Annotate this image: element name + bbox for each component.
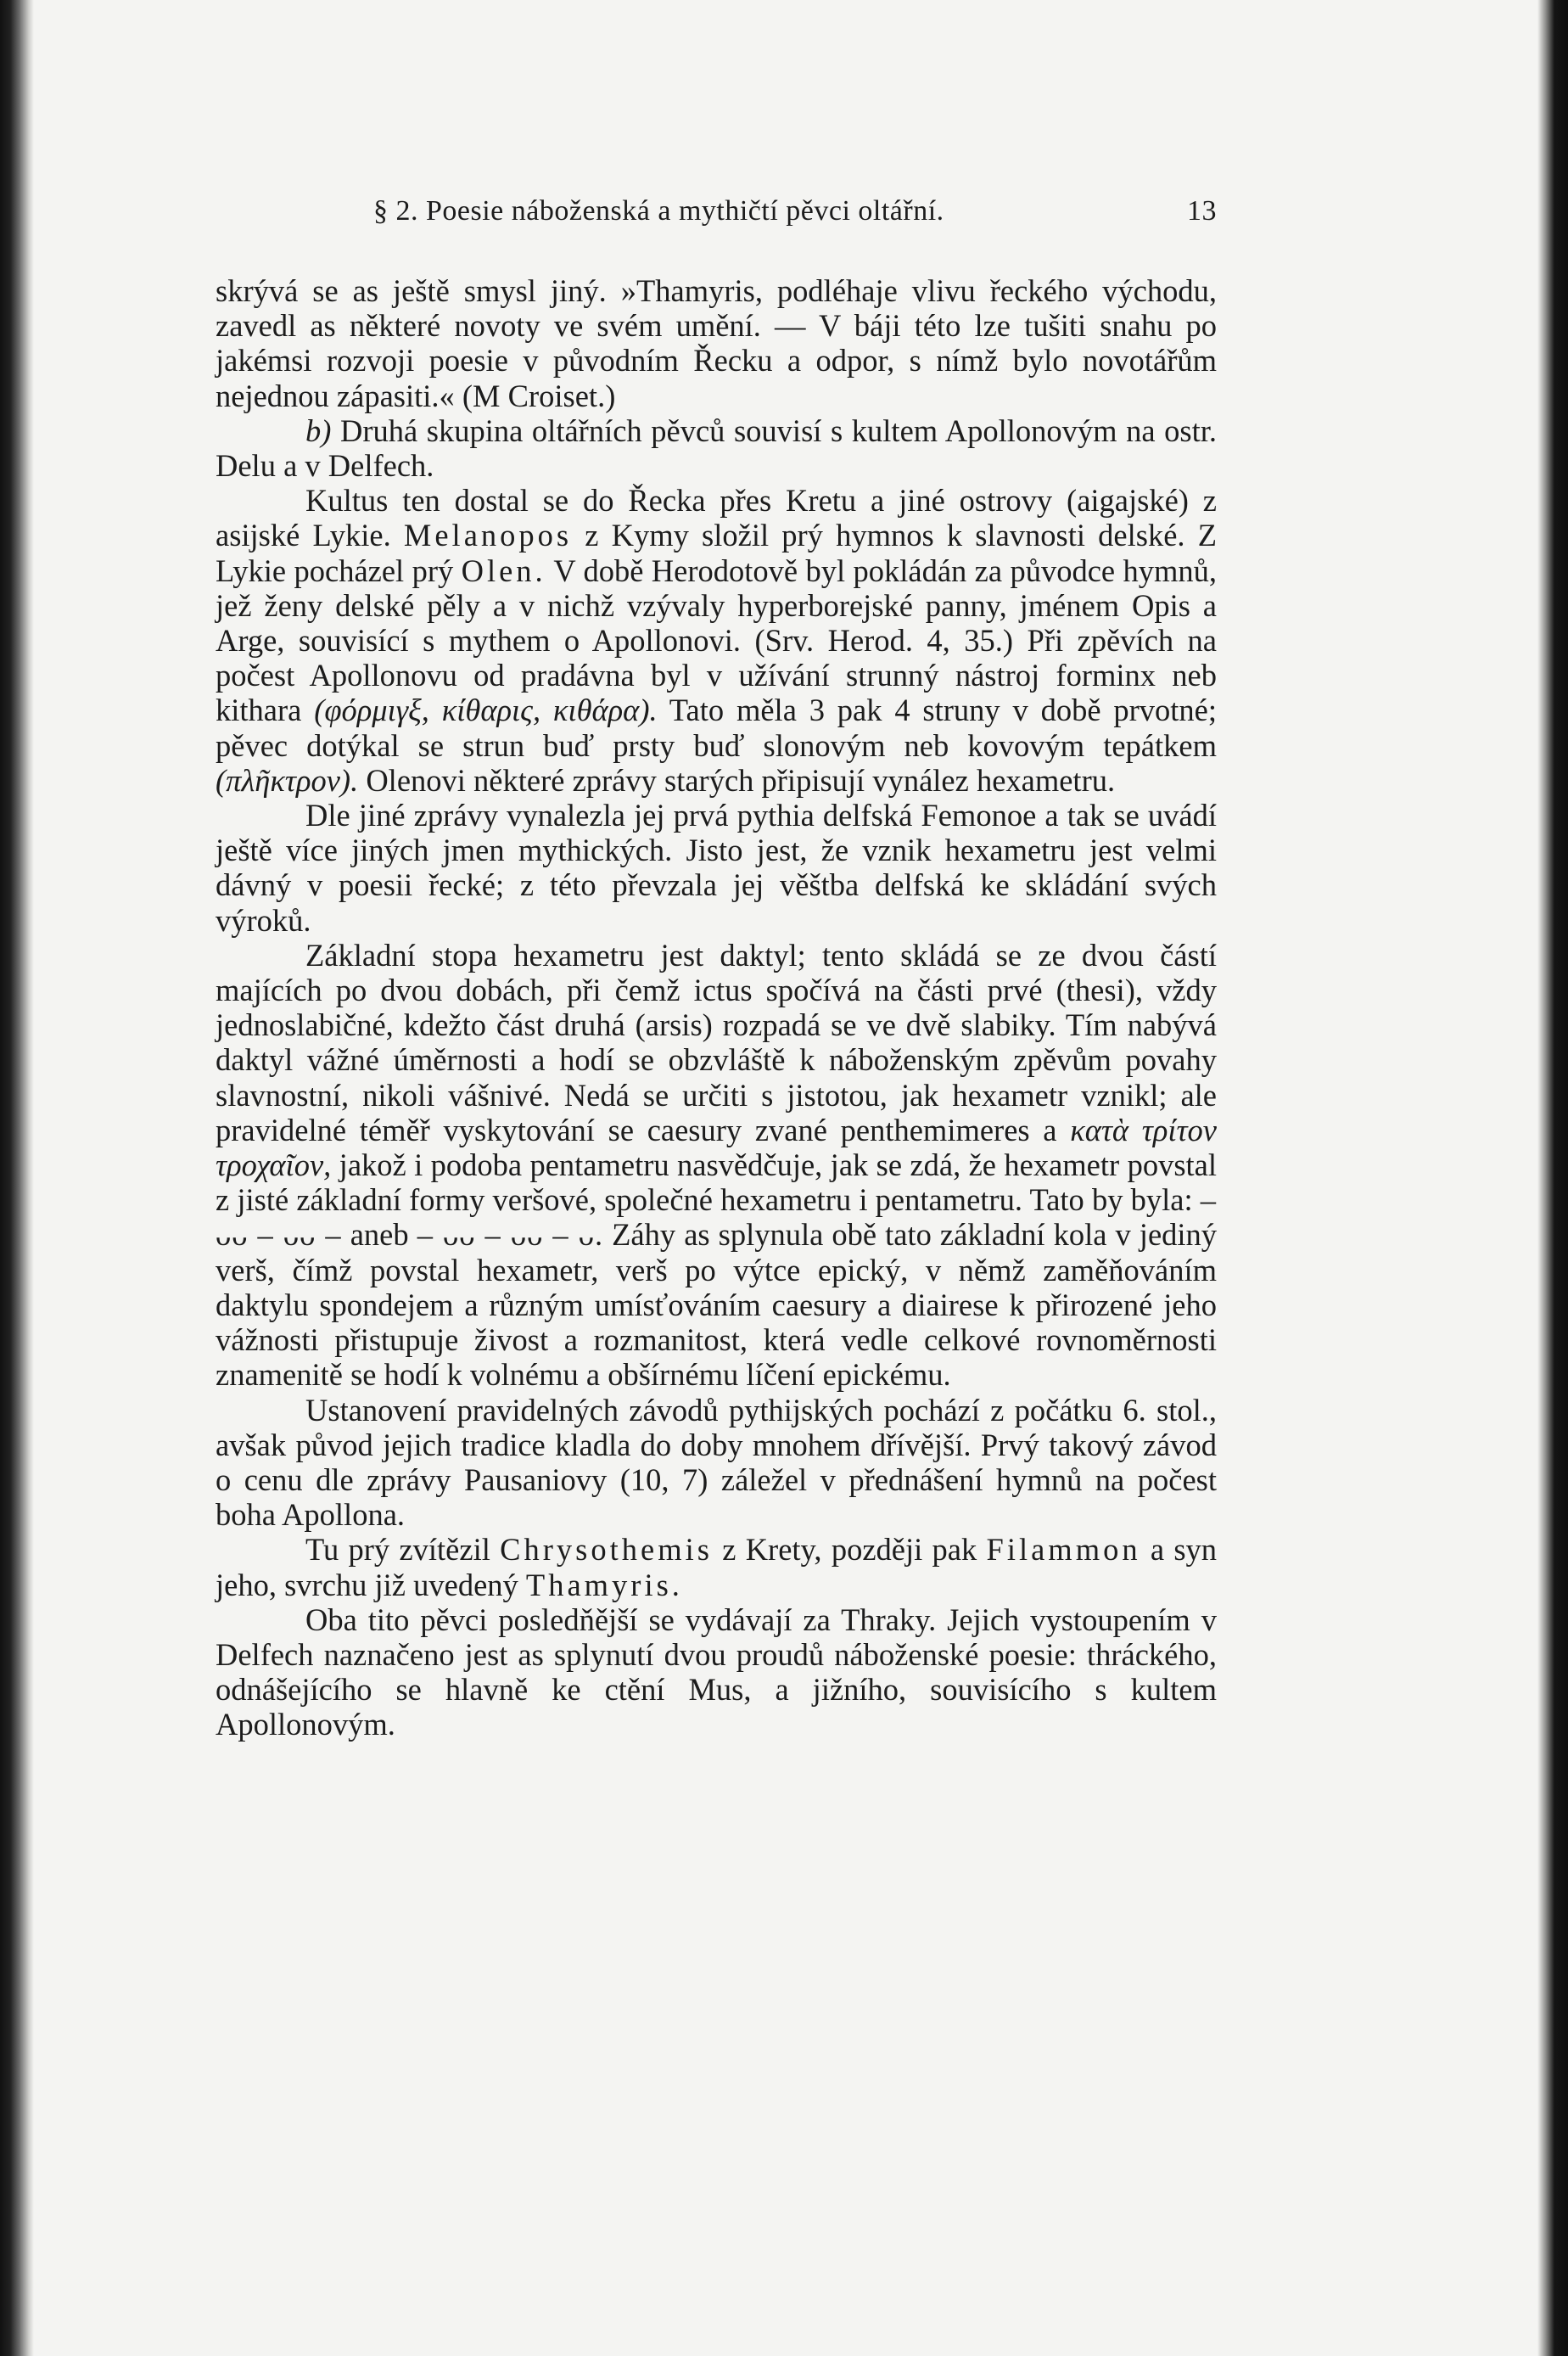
greek-instruments: (φόρμιγξ, κίθαρις, κιθάρα). xyxy=(314,693,658,728)
scan-edge-right xyxy=(1537,0,1568,2356)
paragraph-3-b: z Kymy složil prý hymnos k slavnosti delské. Z Lykie pocházel prý xyxy=(216,518,1217,588)
paragraph-7 xyxy=(216,1532,1217,1602)
paragraph-1: skrývá se as ještě smysl jiný. »Thamyris, podléhaje vlivu řeckého východu, zavedl as některé novoty ve svém umění. — V báji této lze tušiti snahu po jakémsi rozvoji poesie v původním Řecku a odpor, s nímž bylo novotářům nejednou zápasiti.« (M Croiset.) xyxy=(216,273,1217,413)
name-filammon: Filammon xyxy=(986,1532,1141,1568)
running-header xyxy=(216,187,1217,241)
page-number: 13 xyxy=(1187,195,1217,227)
paragraph-7-c: a syn jeho, svrchu již uvedený xyxy=(216,1532,1218,1602)
paragraph-5-b: jakož i podoba pentametru nasvědčuje, jak se zdá, že hexametr povstal z jisté základní formy veršové, společné hexametru i pentametru. Tato by byla: xyxy=(216,1147,1218,1218)
paragraph-6: Ustanovení pravidelných závodů pythijských pochází z počátku 6. stol., avšak původ jejich tradice kladla do doby mnohem dřívější. Prvý takový závod o cenu dle zprávy Pausaniovy (10, 7) záležel v přednášení hymnů na počest boha Apollona. xyxy=(216,1392,1217,1533)
paragraph-2 xyxy=(216,413,1217,483)
section-label: b) xyxy=(305,412,332,448)
paragraph-5-c: Záhy as splynula obě tato základní kola v jediný verš, čímž povstal hexametr, verš po výtce epický, v němž zaměňováním daktylu spondejem a různým umísťováním caesury a diairese k přirozené jeho vážnosti přistupuje živost a rozmanitost, která vedle celkové rovnoměrnosti znamenitě se hodí k volnému a obšírnému líčení epickému. xyxy=(216,1217,1218,1393)
paragraph-7-a: Tu prý zvítězil xyxy=(305,1532,490,1568)
name-olen: Olen. xyxy=(461,553,546,588)
name-thamyris: Thamyris. xyxy=(525,1567,683,1602)
name-chrysothemis: Chrysothemis xyxy=(500,1532,713,1568)
book-page xyxy=(216,187,1217,1742)
paragraph-3-e: Olenovi některé zprávy starých připisují vynález hexametru. xyxy=(366,762,1116,798)
meter-conjunction: aneb xyxy=(350,1217,409,1253)
greek-plectrum: (πλῆκτρον). xyxy=(216,762,359,798)
name-melanopos: Melanopos xyxy=(403,518,573,553)
paragraph-3 xyxy=(216,483,1217,798)
scan-edge-left xyxy=(0,0,34,2356)
meter-first: – ᴗᴗ – ᴗᴗ – xyxy=(216,1182,1218,1253)
paragraph-7-b: z Krety, později pak xyxy=(722,1532,977,1568)
paragraph-8: Oba tito pěvci posledňější se vydávají za Thraky. Jejich vystoupením v Delfech naznačeno jest as splynutí dvou proudů náboženské poesie: thráckého, odnášejícího se hlavně ke ctění Mus, a jižního, souvisícího s kultem Apollonovým. xyxy=(216,1602,1217,1742)
meter-second: – ᴗᴗ – ᴗᴗ – ᴗ. xyxy=(417,1217,604,1253)
body-text xyxy=(216,273,1217,1742)
paragraph-5 xyxy=(216,938,1217,1393)
paragraph-2-text: Druhá skupina oltářních pěvců souvisí s kultem Apollonovým na ostr. Delu a v Delfech. xyxy=(216,412,1217,484)
greek-caesura: κατὰ τρίτον τροχαῖον, xyxy=(216,1112,1218,1183)
paragraph-4: Dle jiné zprávy vynalezla jej prvá pythia delfská Femonoe a tak se uvádí ještě více jiných jmen mythických. Jisto jest, že vznik hexametru jest velmi dávný v poesii řecké; z této převzala jej věštba delfská ke skládání svých výroků. xyxy=(216,798,1217,938)
paragraph-3-a: Kultus ten dostal se do Řecka přes Kretu a jiné ostrovy (aigajské) z asijské Lykie. xyxy=(216,483,1217,553)
paragraph-3-d: Tato měla 3 pak 4 struny v době prvotné; pěvec dotýkal se strun buď prsty buď slonovým neb kovovým tepátkem xyxy=(216,693,1218,763)
header-title: § 2. Poesie náboženská a mythičtí pěvci oltářní. xyxy=(373,195,944,227)
paragraph-5-a: Základní stopa hexametru jest daktyl; tento skládá se ze dvou částí majících po dvou dobách, při čemž ictus spočívá na části prvé (thesi), vždy jednoslabičné, kdežto část druhá (arsis) rozpadá se ve dvě slabiky. Tím nabývá daktyl vážné úměrnosti a hodí se obzvláště k náboženským zpěvům povahy slavnostní, nikoli vášnivé. Nedá se určiti s jistotou, jak hexametr vznikl; ale pravidelné téměř vyskytování se caesury zvané penthemimeres a xyxy=(216,937,1217,1147)
paragraph-3-c: V době Herodotově byl pokládán za původce hymnů, jež ženy delské pěly a v nichž vzývaly hyperborejské panny, jménem Opis a Arge, souvisící s mythem o Apollonovi. (Srv. Herod. 4, 35.) Při zpěvích na počest Apollonovu od pradávna byl v užívání strunný nástroj forminx neb kithara xyxy=(216,553,1217,728)
